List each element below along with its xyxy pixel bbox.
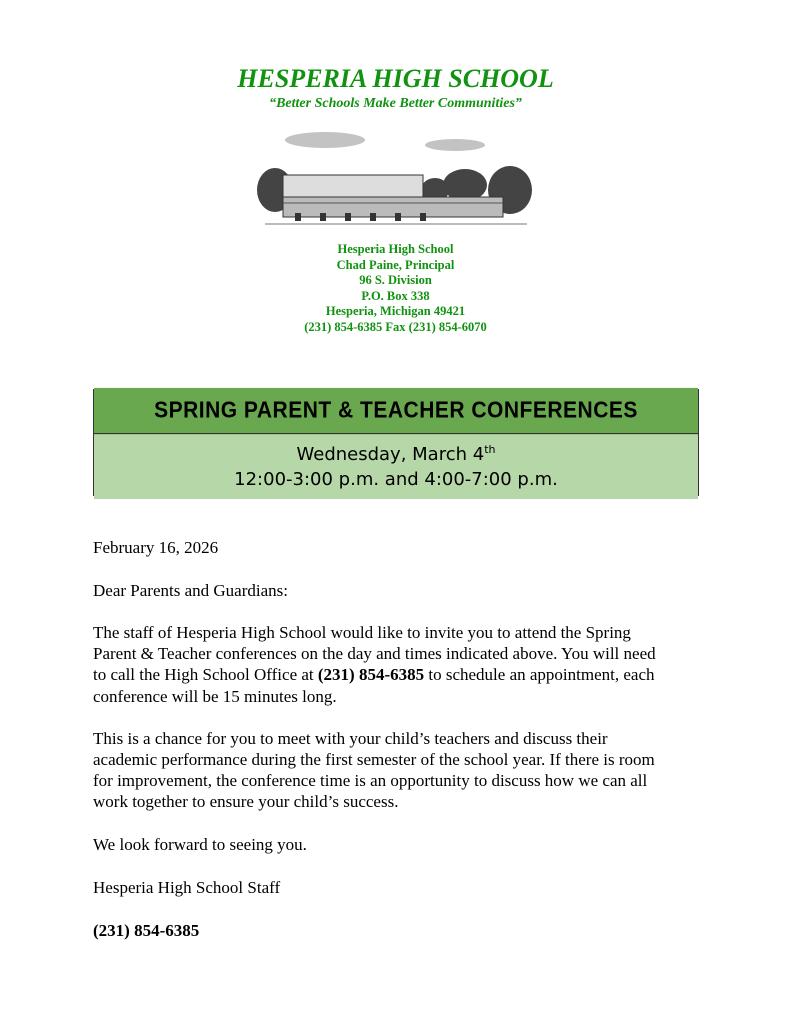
paragraph-line: This is a chance for you to meet with your child’s teachers and discuss their [93, 729, 608, 748]
text: to call the High School Office at [93, 665, 318, 684]
closing: We look forward to seeing you. [93, 835, 307, 854]
school-title: HESPERIA HIGH SCHOOL [237, 64, 554, 93]
address-line: Hesperia High School [337, 242, 454, 256]
salutation: Dear Parents and Guardians: [93, 581, 288, 600]
paragraph-line: conference will be 15 minutes long. [93, 687, 337, 706]
banner-date: Wednesday, March 4 [296, 444, 485, 465]
paragraph-line: for improvement, the conference time is an opportunity to discuss how we can all [93, 771, 648, 790]
paragraph-line: work together to ensure your child’s success. [93, 792, 399, 811]
address-line: Hesperia, Michigan 49421 [325, 304, 466, 318]
banner-title: SPRING PARENT & TEACHER CONFERENCES [94, 388, 698, 434]
signature: Hesperia High School Staff [93, 878, 281, 897]
school-motto: “Better Schools Make Better Communities” [269, 96, 522, 111]
contact-phone: (231) 854-6385 [93, 921, 200, 940]
address-line: 96 S. Division [359, 273, 432, 287]
banner-details [94, 432, 698, 499]
text: to schedule an appointment, each [424, 665, 655, 684]
paragraph-line: The staff of Hesperia High School would like to invite you to attend the Spring [93, 623, 631, 642]
address-line: (231) 854-6385 Fax (231) 854-6070 [304, 319, 487, 334]
banner-date-suffix: th [484, 443, 496, 456]
paragraph-line: Parent & Teacher conferences on the day and times indicated above. You will need [93, 644, 656, 663]
address-line: P.O. Box 338 [361, 288, 430, 303]
conference-banner [93, 389, 699, 496]
school-address [0, 242, 791, 335]
office-phone: (231) 854-6385 [317, 665, 425, 684]
paragraph-line [93, 665, 655, 685]
paragraph-line: academic performance during the first semester of the school year. If there is room [93, 750, 655, 769]
address-line: Chad Paine, Principal [336, 257, 455, 272]
letter-date: February 16, 2026 [93, 538, 219, 557]
banner-times: 12:00-3:00 p.m. and 4:00-7:00 p.m. [234, 469, 558, 490]
school-building-sketch [255, 120, 537, 235]
